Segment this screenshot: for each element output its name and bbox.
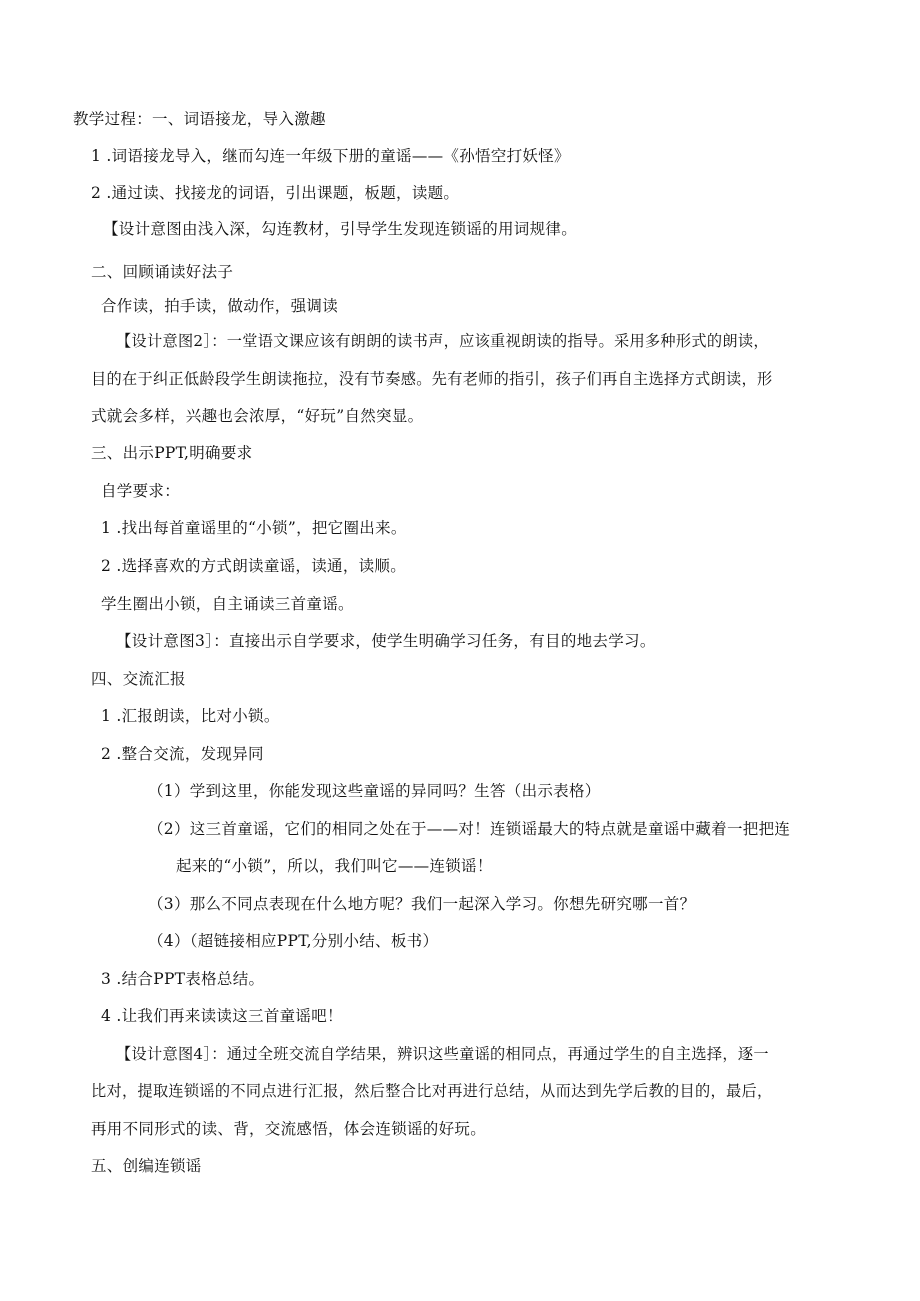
text-line: 1 .汇报朗读，比对小锁。: [101, 707, 280, 725]
text-line: 4 .让我们再来读读这三首童谣吧！: [101, 1007, 343, 1025]
text-line: 合作读，拍手读，做动作，强调读: [101, 297, 339, 315]
text-line: 二、回顾诵读好法子: [91, 263, 234, 281]
text-line: 自学要求：: [101, 482, 181, 500]
text-line: 2 .整合交流，发现异同: [101, 745, 264, 763]
text-line: （1）学到这里，你能发现这些童谣的异同吗？生答（出示表格）: [148, 782, 601, 800]
text-line: 学生圈出小锁，自主诵读三首童谣。: [101, 595, 354, 613]
text-line: 教学过程：一、词语接龙，导入激趣: [73, 110, 326, 128]
text-line: 【设计意图3］：直接出示自学要求，使学生明确学习任务，有目的地去学习。: [116, 632, 656, 650]
text-line: 2 .选择喜欢的方式朗读童谣，读通，读顺。: [101, 557, 407, 575]
text-line: 【设计意图2］：一堂语文课应该有朗朗的读书声，应该重视朗读的指导。采用多种形式的朗读，: [116, 332, 769, 350]
text-line: 式就会多样，兴趣也会浓厚，“好玩”自然突显。: [91, 407, 424, 425]
text-line: 五、创编连锁谣: [91, 1157, 202, 1175]
text-line: 3 .结合PPT表格总结。: [101, 970, 265, 988]
text-line: （4）（超链接相应PPT,分别小结、板书）: [148, 932, 439, 950]
text-line: 1 .词语接龙导入，继而勾连一年级下册的童谣——《孙悟空打妖怪》: [91, 147, 570, 165]
text-line: 目的在于纠正低龄段学生朗读拖拉，没有节奏感。先有老师的指引，孩子们再自主选择方式朗读，形: [91, 370, 773, 388]
text-line: （2）这三首童谣，它们的相同之处在于——对！连锁谣最大的特点就是童谣中藏着一把把连: [148, 820, 791, 838]
text-line: （3）那么不同点表现在什么地方呢？我们一起深入学习。你想先研究哪一首？: [148, 895, 696, 913]
text-line: 【设计意图由浅入深，勾连教材，引导学生发现连锁谣的用词规律。: [103, 220, 578, 238]
text-line: 【设计意图4］：通过全班交流自学结果，辨识这些童谣的相同点，再通过学生的自主选择，逐一: [116, 1045, 769, 1063]
text-line: 三、出示PPT,明确要求: [91, 444, 253, 462]
text-line: 比对，提取连锁谣的不同点进行汇报，然后整合比对再进行总结，从而达到先学后教的目的，最后，: [91, 1082, 773, 1100]
text-line: 2 .通过读、找接龙的词语，引出课题，板题，读题。: [91, 184, 460, 202]
text-line: 起来的“小锁”，所以，我们叫它——连锁谣！: [176, 857, 493, 875]
text-line: 再用不同形式的读、背，交流感悟，体会连锁谣的好玩。: [91, 1120, 487, 1138]
text-line: 1 .找出每首童谣里的“小锁”，把它圈出来。: [101, 519, 407, 537]
text-line: 四、交流汇报: [91, 670, 186, 688]
